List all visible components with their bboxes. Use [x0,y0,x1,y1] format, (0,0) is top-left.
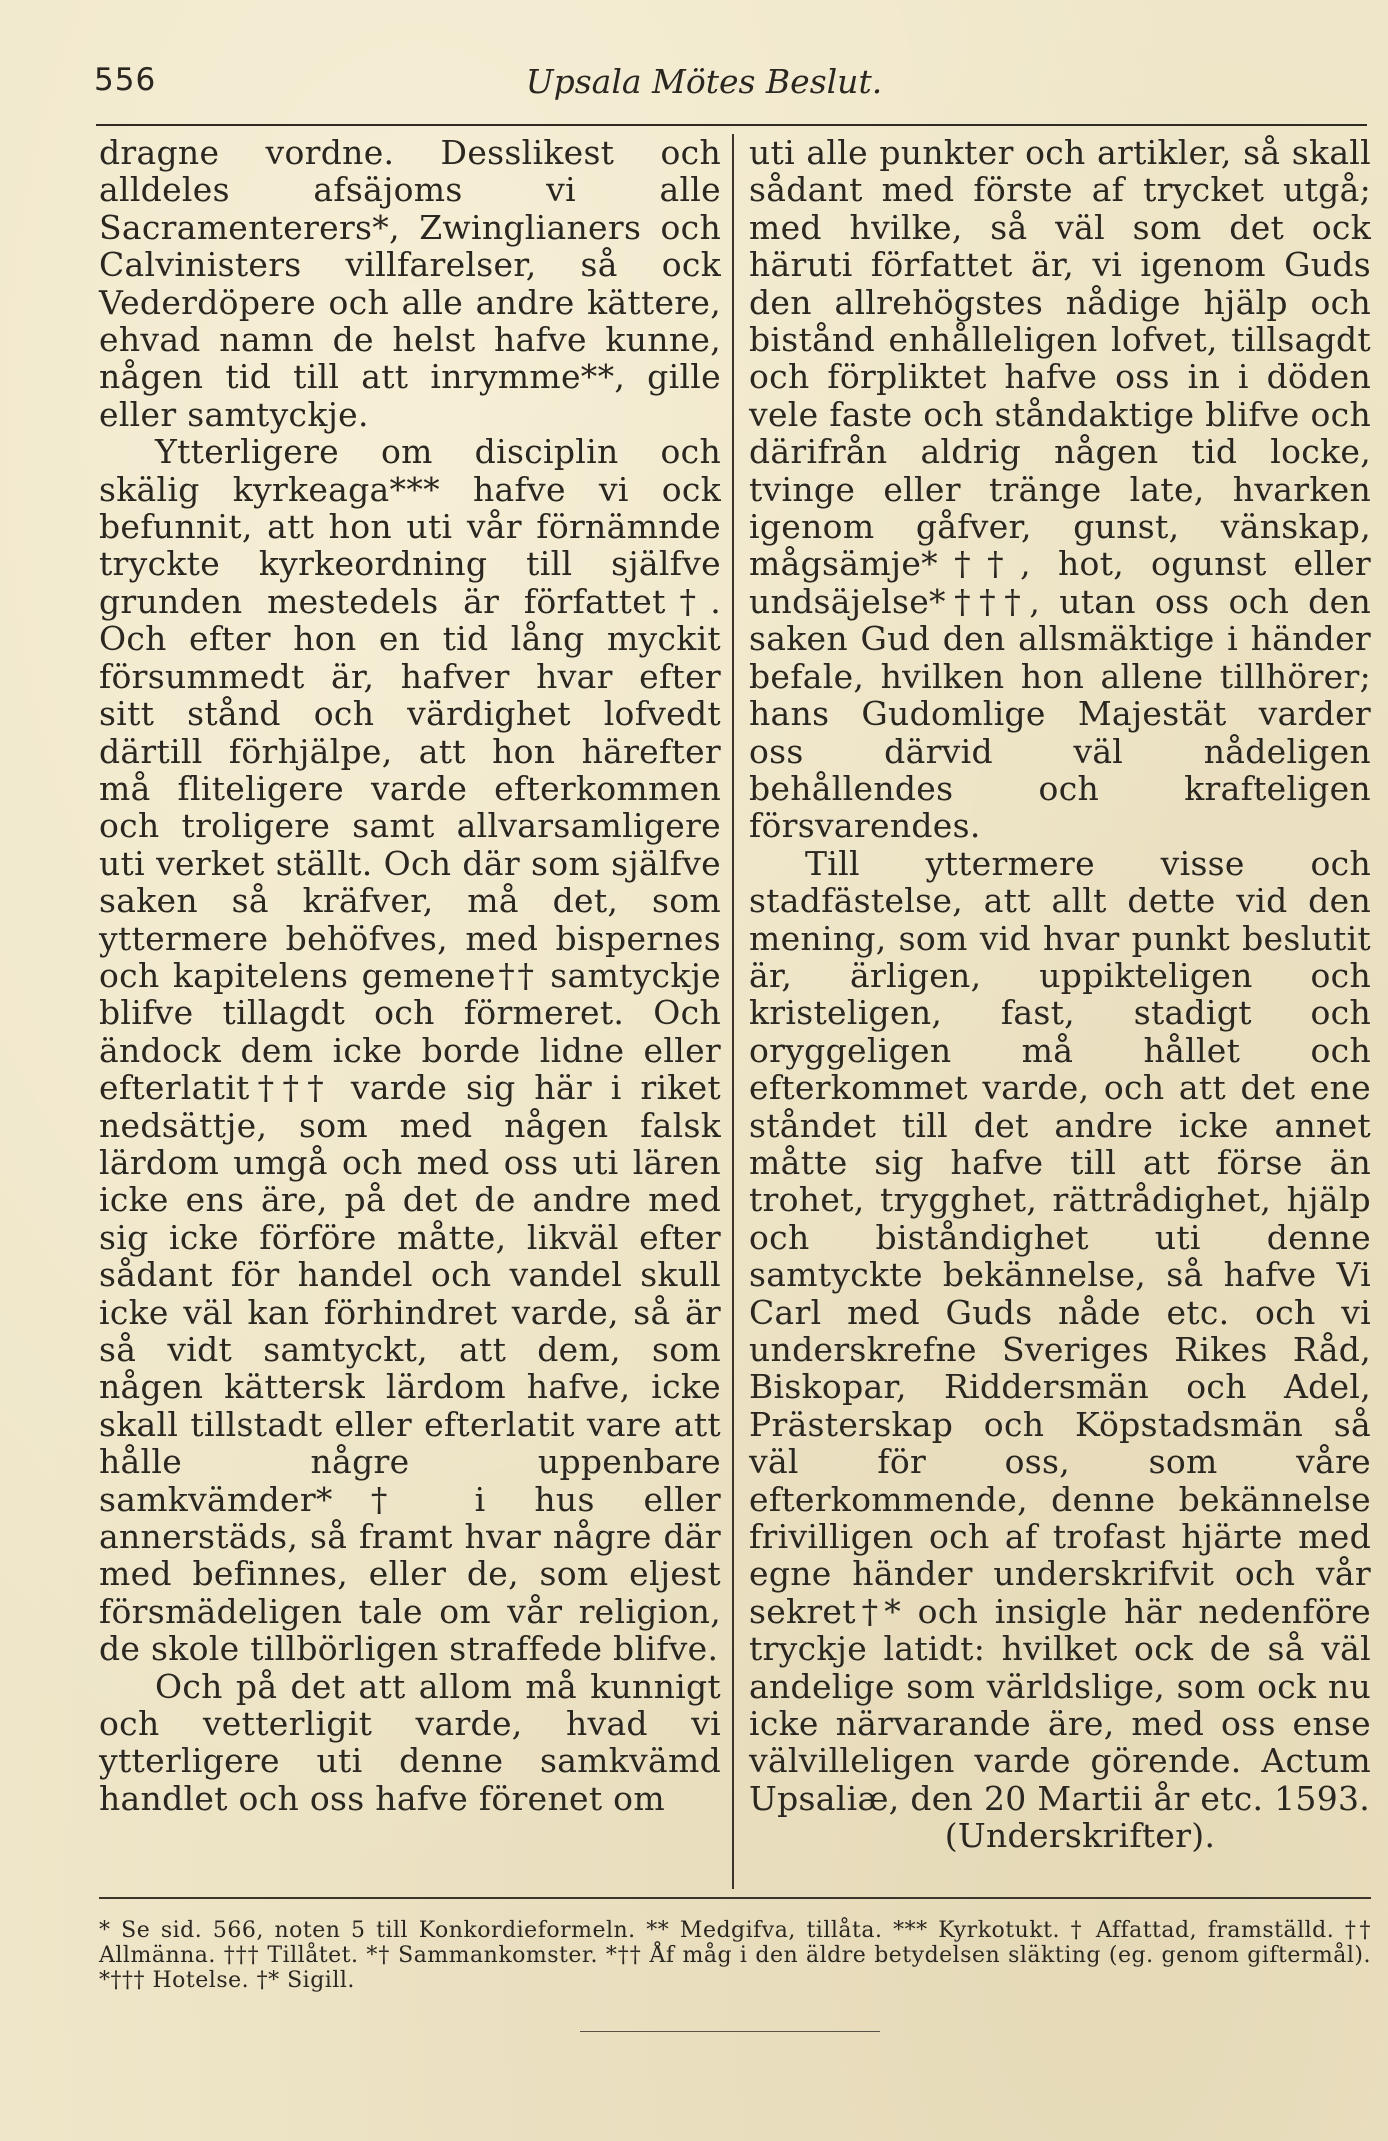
footnote-text: * Se sid. 566, noten 5 till Konkordieformeln. ** Medgifva, tillåta. *** Kyrkotukt. † Affattad, framställd. †† Allmänna. ††† Tillåtet. *† Sammankomster. *†† Åf måg i den äldre betydelsen släkting (eg. genom giftermål). *††† Hotelse. †* Sigill. [99,1918,1371,1993]
paragraph: Ytterligere om disciplin och skälig kyrkeaga*** hafve vi ock befunnit, att hon uti vår förnämnde tryckte kyrkeordning till själfve grunden mestedels är författet†. Och efter hon en tid lång myckit försummedt är, hafver hvar efter sitt stånd och värdighet lofvedt därtill förhjälpe, att hon härefter må fliteligere varde efterkommen och troligere samt allvarsamligere uti verket ställt. Och där som själfve saken så kräfver, må det, som yttermere behöfves, med bispernes och kapitelens gemene†† samtyckje blifve tillagdt och förmeret. Och ändock dem icke borde lidne eller efterlatit††† varde sig här i riket nedsättje, som med någen falsk lärdom umgå och med oss uti lären icke ens äre, på det de andre med sig icke förföre måtte, likväl efter sådant för handel och vandel skull icke väl kan förhindret varde, så är så vidt samtyckt, att dem, som någen kättersk lärdom hafve, icke skall tillstadt eller efterlatit vare att hålle någre uppenbare samkvämder*† i hus eller annerstäds, så framt hvar någre där med befinnes, eller de, som eljest försmädeligen tale om vår religion, de skole tillbörligen straffede blifve. [99,432,721,1669]
header-rule [96,124,1367,126]
paragraph: dragne vordne. Desslikest och alldeles afsäjoms vi alle Sacramenterers*, Zwinglianers och Calvinisters villfarelser, så ock Vederdöpere och alle andre kättere, ehvad namn de helst hafve kunne, någen tid till att inrymme**, gille eller samtyckje. [99,133,721,434]
page-number: 556 [94,62,157,98]
signatures-note: (Underskrifter). [944,1816,1216,1856]
left-column [99,134,721,1884]
footnote-rule [99,1897,1371,1899]
paragraph: uti alle punkter och artikler, så skall sådant med förste af trycket utgå; med hvilke, så väl som det ock häruti författet är, vi igenom Guds den allrehögstes nådige hjälp och bistånd enhålleligen lofvet, tillsagdt och förpliktet hafve oss in i döden vele faste och ståndaktige blifve och därifrån aldrig någen tid locke, tvinge eller tränge late, hvarken igenom gåfver, gunst, vänskap, mågsämje*††, hot, ogunst eller undsäjelse*†††, utan oss och den saken Gud den allsmäktige i händer befale, hvilken hon allene tillhörer; hans Gudomlige Majestät varder oss därvid väl nådeligen behållendes och krafteligen försvarendes. [749,133,1371,846]
end-rule [580,2031,880,2032]
right-column [749,134,1371,1884]
running-title: Upsala Mötes Beslut. [525,62,883,101]
paragraph: Till yttermere visse och stadfästelse, att allt dette vid den mening, som vid hvar punkt beslutit är, ärligen, uppikteligen och kristeligen, fast, stadigt och oryggeligen må hållet och efterkommet varde, och att det ene ståndet till det andre icke annet måtte sig hafve till att förse än trohet, trygghet, rättrådighet, hjälp och biståndighet uti denne samtyckte bekännelse, så hafve Vi Carl med Guds nåde etc. och vi underskrefne Sveriges Rikes Råd, Biskopar, Riddersmän och Adel, Prästerskap och Köpstadsmän så väl för oss, som våre efterkommende, denne bekännelse frivilligen och af trofast hjärte med egne händer underskrifvit och vår sekret†* och insigle här nedenföre tryckje latidt: hvilket ock de så väl andelige som världslige, som ock nu icke närvarande äre, med oss ense välvilleligen varde görende. Actum Upsaliæ, den 20 Martii år etc. 1593. [749,843,1371,1818]
page-header [94,62,1314,122]
column-divider [732,134,734,1889]
footnotes [99,1918,1371,1993]
paragraph: Och på det att allom må kunnigt och vetterligit varde, hvad vi ytterligere uti denne samkvämd handlet och oss hafve förenet om [99,1666,721,1818]
